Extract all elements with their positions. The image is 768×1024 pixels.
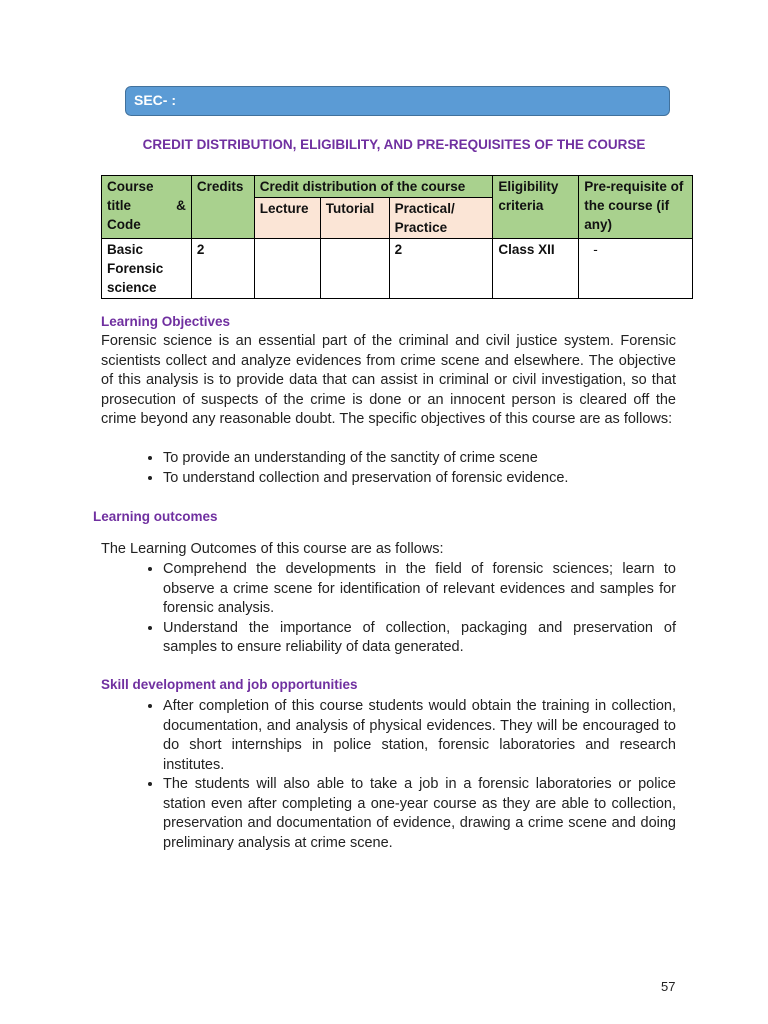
header-practical: Practical/ Practice [389,198,493,239]
learning-outcomes-heading: Learning outcomes [93,509,218,524]
cell-prerequisite: - [579,239,693,299]
skill-development-heading: Skill development and job opportunities [101,677,358,692]
header-lecture: Lecture [254,198,320,239]
page-title: CREDIT DISTRIBUTION, ELIGIBILITY, AND PRE-REQUISITES OF THE COURSE [142,137,646,152]
header-prerequisite: Pre-requisite of the course (if any) [579,176,693,239]
credit-distribution-table [101,175,693,299]
learning-outcomes-intro: The Learning Outcomes of this course are as follows: [101,541,444,557]
list-item: • The students will also able to take a job in a forensic laboratories or police station even after completing a one-year course as they are able to collection, preservation and documentation of evidence, drawing a crime scene and doing preliminary analysis at crime scene. [163,775,676,853]
list-item: • Comprehend the developments in the field of forensic sciences; learn to observe a crime scene for identification of relevant evidences and samples for forensic analysis. [163,560,676,619]
header-course-title: Course title & Code [102,176,192,239]
list-item: • Understand the importance of collection, packaging and preservation of samples to ensure reliability of data generated. [163,619,676,658]
header-eligibility: Eligibility criteria [493,176,579,239]
objectives-list [101,449,676,488]
cell-lecture [254,239,320,299]
list-item: • To understand collection and preservation of forensic evidence. [163,469,676,489]
sec-banner [125,86,670,116]
header-credit-distribution: Credit distribution of the course [254,176,493,198]
list-item: • After completion of this course students would obtain the training in collection, documentation, and analysis of physical evidences. They will be encouraged to do short internships in police station, forensic laboratories and research institutes. [163,697,676,775]
learning-objectives-heading: Learning Objectives [101,314,231,329]
header-tutorial: Tutorial [320,198,389,239]
cell-tutorial [320,239,389,299]
header-credits: Credits [191,176,254,239]
cell-eligibility: Class XII [493,239,579,299]
skills-list [101,697,676,853]
outcomes-list [101,560,676,658]
sec-banner-label: SEC- : [134,92,176,108]
list-item: • To provide an understanding of the sanctity of crime scene [163,449,676,469]
page-number: 57 [661,979,676,994]
learning-objectives-text: Forensic science is an essential part of the criminal and civil justice system. Forensic scientists collect and analyze evidences from crime scene and elsewhere. The objective of this analysis is to provide data that can assist in criminal or civil investigation, so that prosecution of suspects of the crime is done or an innocent person is cleared off the crime beyond any reasonable doubt. The specific objectives of this course are as follows: [101,333,676,427]
cell-course: Basic Forensic science [102,239,192,299]
cell-practical: 2 [389,239,493,299]
cell-credits: 2 [191,239,254,299]
